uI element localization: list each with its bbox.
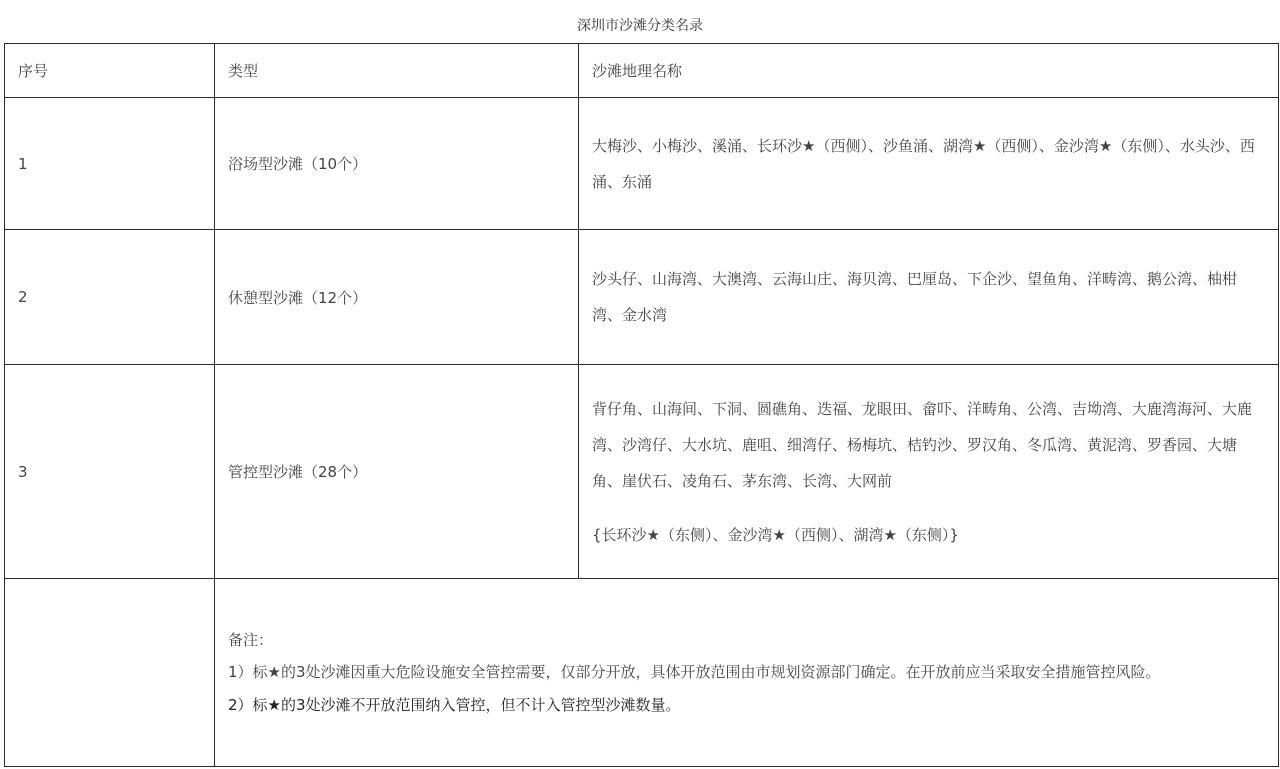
header-names: 沙滩地理名称 — [579, 44, 1279, 98]
row-names — [579, 98, 1279, 230]
table-row — [5, 365, 1279, 579]
row-type: 管控型沙滩（28个） — [215, 365, 579, 579]
row-type: 休憩型沙滩（12个） — [215, 230, 579, 365]
notes-empty-cell — [5, 579, 215, 767]
row-names — [579, 365, 1279, 579]
beach-classification-table — [4, 43, 1279, 767]
beach-names: 背仔角、山海间、下洞、圆礁角、迭福、龙眼田、畲吓、洋畴角、公湾、吉坳湾、大鹿湾海河、大鹿湾、沙湾仔、大水坑、鹿咀、细湾仔、杨梅坑、桔钓沙、罗汉角、冬瓜湾、黄泥湾、罗香园、大塘角、崖伏石、凌角石、茅东湾、长湾、大网前 — [592, 399, 1253, 490]
note-1: 1）标★的3处沙滩因重大危险设施安全管控需要，仅部分开放，具体开放范围由市规划资源部门确定。在开放前应当采取安全措施管控风险。 — [228, 662, 1161, 681]
header-index: 序号 — [5, 44, 215, 98]
notes-label: 备注： — [228, 630, 274, 649]
row-index: 1 — [5, 98, 215, 230]
page-title: 深圳市沙滩分类名录 — [577, 18, 703, 34]
table-row — [5, 98, 1279, 230]
notes-row — [5, 579, 1279, 767]
table-header-row — [5, 44, 1279, 98]
row-index: 3 — [5, 365, 215, 579]
table-row — [5, 230, 1279, 365]
header-type: 类型 — [215, 44, 579, 98]
notes-cell — [215, 579, 1279, 767]
note-2: 2）标★的3处沙滩不开放范围纳入管控，但不计入管控型沙滩数量。 — [228, 695, 681, 714]
beach-names: 大梅沙、小梅沙、溪涌、长环沙★（西侧）、沙鱼涌、湖湾★（西侧）、金沙湾★（东侧）、水头沙、西涌、东涌 — [592, 136, 1255, 191]
beach-names-extra: {长环沙★（东侧）、金沙湾★（西侧）、湖湾★（东侧）} — [592, 525, 959, 544]
row-type: 浴场型沙滩（10个） — [215, 98, 579, 230]
row-index: 2 — [5, 230, 215, 365]
row-names — [579, 230, 1279, 365]
beach-names: 沙头仔、山海湾、大澳湾、云海山庄、海贝湾、巴厘岛、下企沙、望鱼角、洋畴湾、鹅公湾、柚柑湾、金水湾 — [592, 270, 1238, 324]
